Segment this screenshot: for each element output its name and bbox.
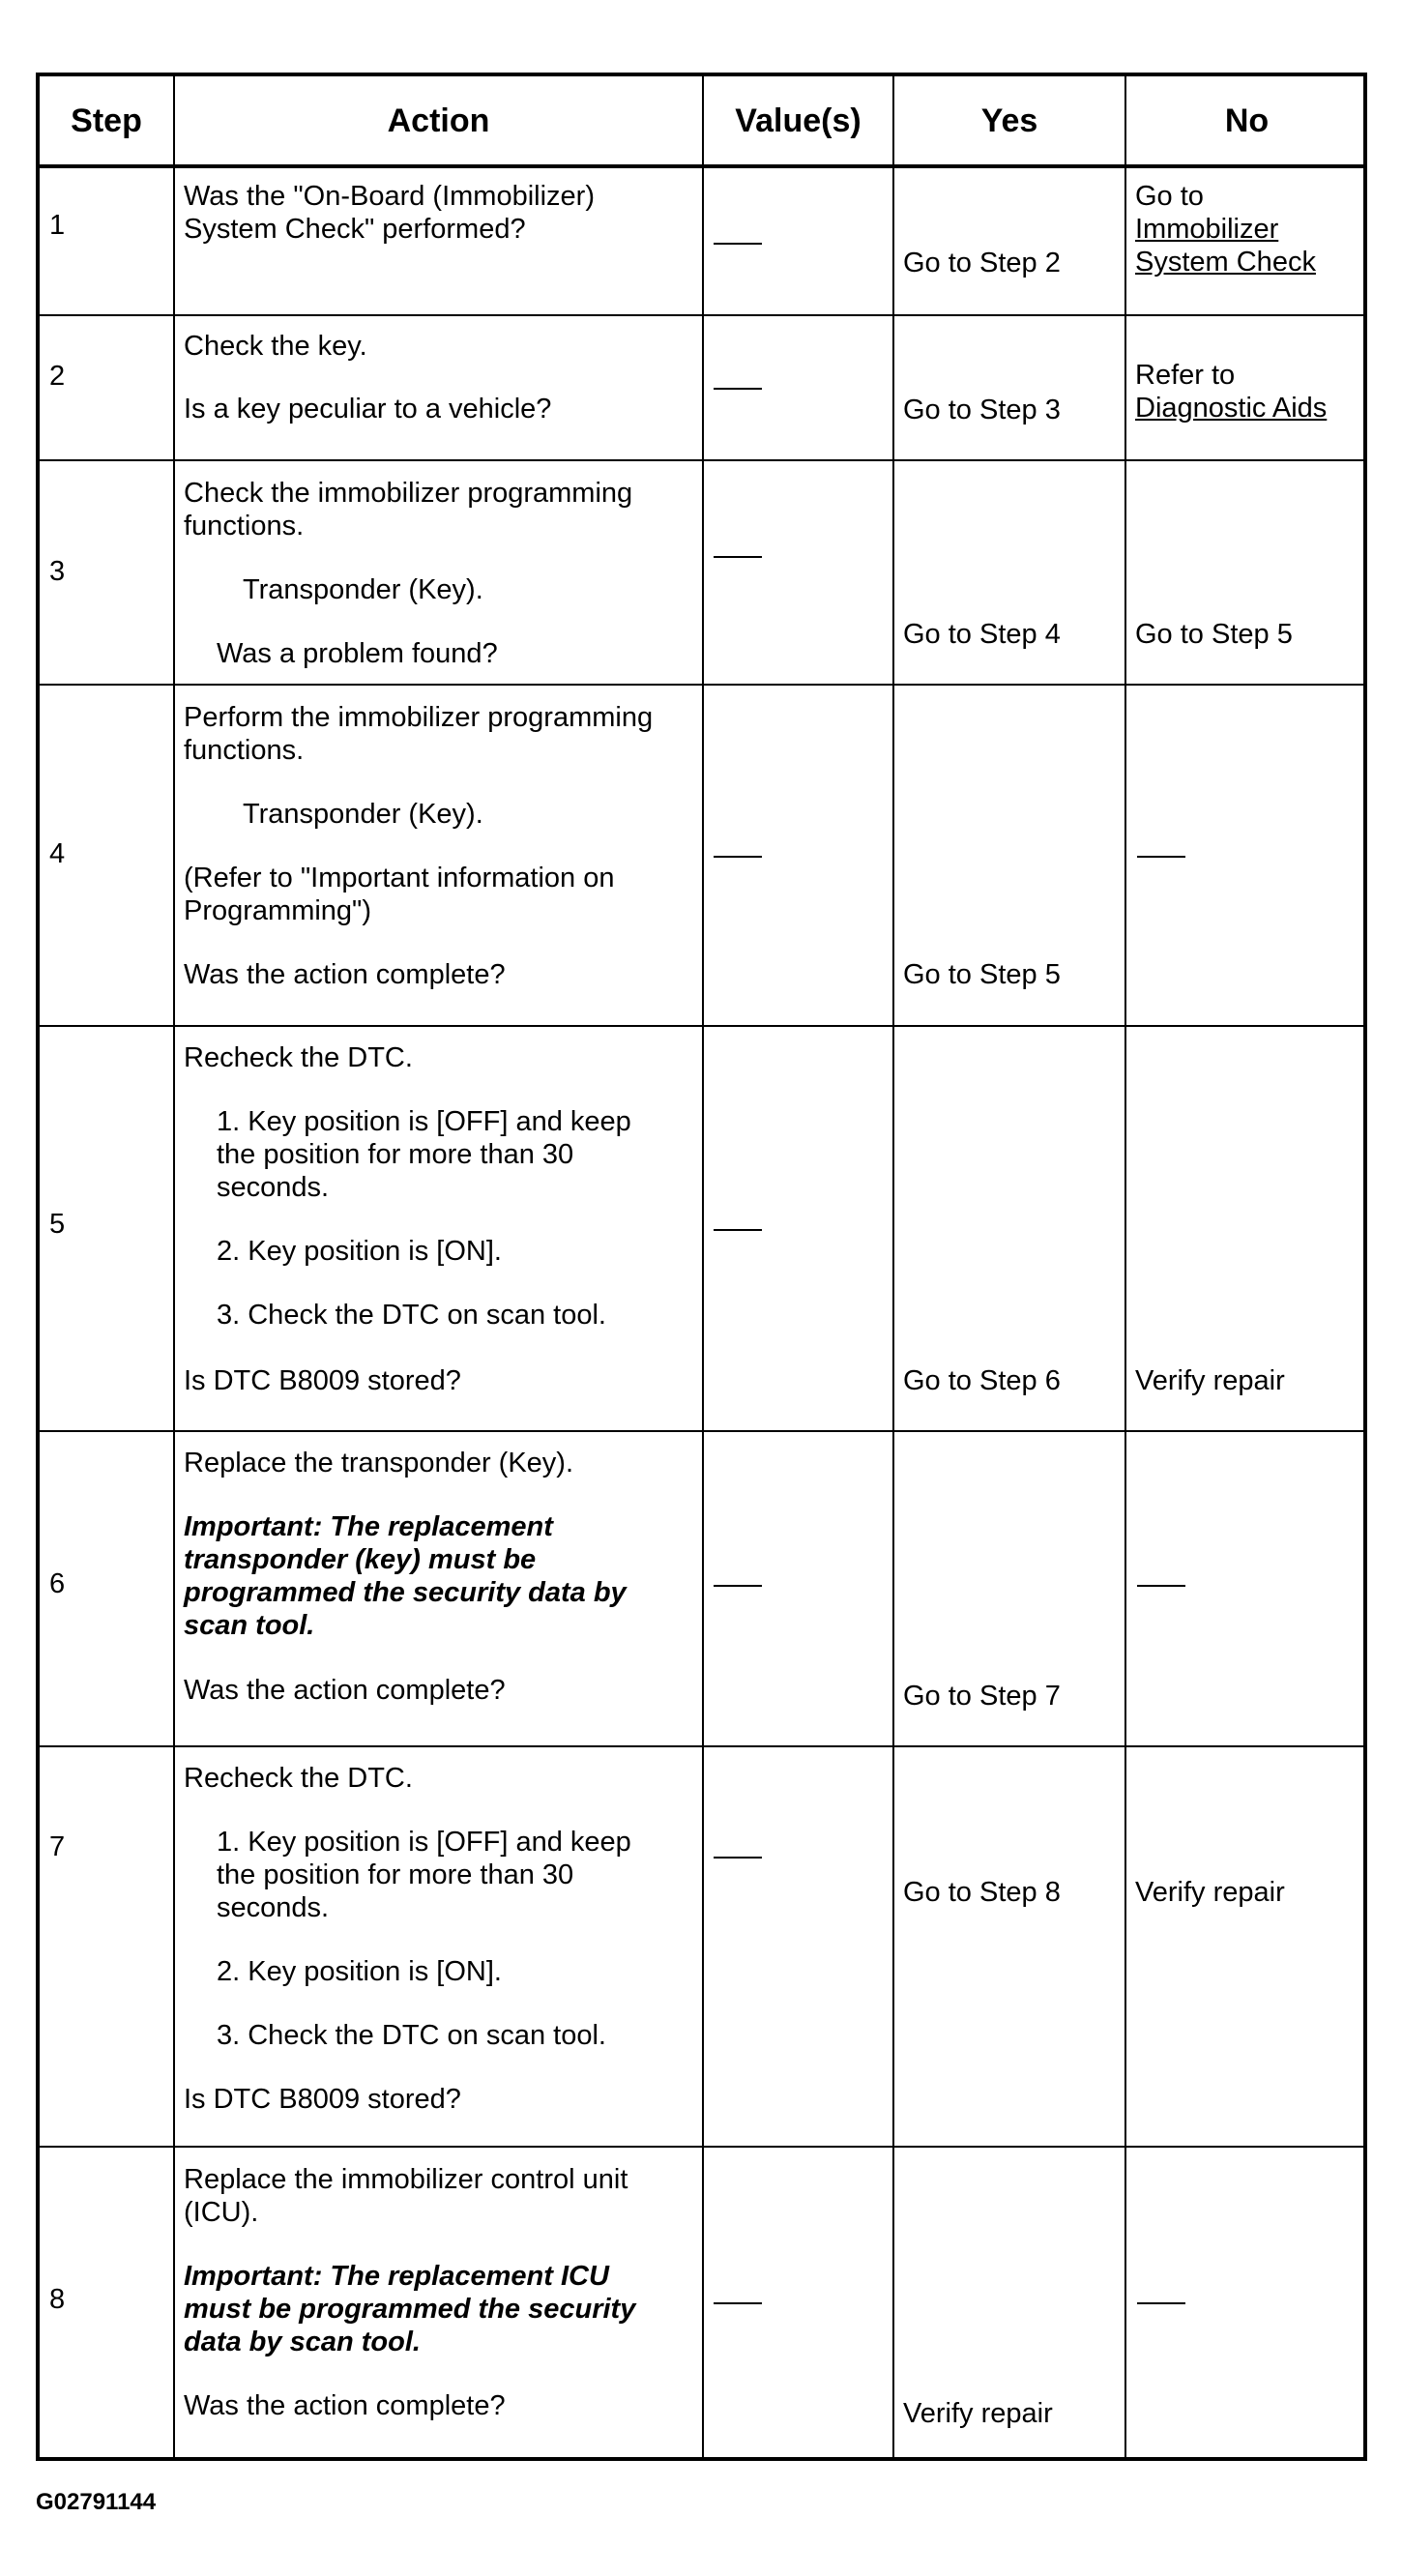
diagnostic-table [36,73,1367,2461]
action-text: Was the "On-Board (Immobilizer) [184,181,595,212]
action-text: Transponder (Key). [243,574,483,605]
row-divider [40,684,1363,686]
header-action: Action [387,102,490,139]
col-divider [702,76,704,2457]
action-text: Programming") [184,895,372,926]
row-divider [40,1025,1363,1027]
yes-link[interactable]: Go to Step 7 [903,1681,1061,1712]
yes-link[interactable]: Go to Step 6 [903,1365,1061,1396]
row-divider [40,1745,1363,1747]
empty-value-dash [1137,1585,1185,1587]
step-number: 2 [49,361,66,392]
step-number: 3 [49,556,66,587]
step-number: 5 [49,1209,66,1240]
no-text: Refer to [1135,360,1236,391]
important-note: must be programmed the security [184,2294,636,2325]
action-text: 1. Key position is [OFF] and keep [217,1106,631,1137]
empty-value-dash [1137,856,1185,858]
figure-id: G02791144 [36,2489,157,2515]
step-number: 7 [49,1831,66,1862]
empty-value-dash [714,1229,762,1231]
step-number: 6 [49,1568,66,1599]
header-divider [40,164,1363,168]
step-number: 4 [49,838,66,869]
empty-value-dash [714,243,762,245]
action-text: 2. Key position is [ON]. [217,1236,502,1267]
header-step: Step [71,102,142,139]
no-link[interactable]: Verify repair [1135,1877,1285,1908]
action-text: Transponder (Key). [243,799,483,830]
action-text: Was the action complete? [184,2390,506,2421]
action-text: Was the action complete? [184,959,506,990]
action-text: Was a problem found? [217,638,498,669]
yes-link[interactable]: Verify repair [903,2398,1053,2429]
empty-value-dash [1137,2302,1185,2304]
action-text: 1. Key position is [OFF] and keep [217,1827,631,1858]
action-text: Check the immobilizer programming [184,478,633,509]
empty-value-dash [714,1857,762,1859]
action-text: Is DTC B8009 stored? [184,2084,461,2115]
yes-link[interactable]: Go to Step 2 [903,248,1061,278]
action-text: Is a key peculiar to a vehicle? [184,394,552,424]
action-text: 3. Check the DTC on scan tool. [217,1300,606,1331]
action-text: (ICU). [184,2197,259,2228]
yes-link[interactable]: Go to Step 3 [903,395,1061,425]
action-text: Replace the immobilizer control unit [184,2164,628,2195]
important-note: scan tool. [184,1610,315,1641]
no-link[interactable]: Go to Step 5 [1135,619,1293,650]
empty-value-dash [714,1585,762,1587]
yes-link[interactable]: Go to Step 4 [903,619,1061,650]
row-divider [40,314,1363,316]
action-text: 2. Key position is [ON]. [217,1956,502,1987]
important-note: transponder (key) must be [184,1544,537,1575]
no-text: Go to [1135,181,1204,212]
action-text: System Check" performed? [184,214,526,245]
header-yes: Yes [980,102,1038,139]
no-link[interactable]: Verify repair [1135,1365,1285,1396]
yes-link[interactable]: Go to Step 5 [903,959,1061,990]
important-note: Important: The replacement ICU [184,2261,609,2292]
header-values: Value(s) [735,102,862,139]
action-text: the position for more than 30 [217,1139,574,1170]
row-divider [40,1430,1363,1432]
action-text: (Refer to "Important information on [184,863,615,893]
no-link[interactable]: System Check [1135,247,1316,278]
action-text: Recheck the DTC. [184,1042,413,1073]
no-link[interactable]: Immobilizer [1135,214,1279,245]
action-text: Is DTC B8009 stored? [184,1365,461,1396]
empty-value-dash [714,556,762,558]
step-number: 1 [49,210,66,241]
yes-link[interactable]: Go to Step 8 [903,1877,1061,1908]
important-note: data by scan tool. [184,2327,421,2357]
action-text: functions. [184,511,305,542]
action-text: seconds. [217,1892,330,1923]
no-link[interactable]: Diagnostic Aids [1135,393,1328,424]
col-divider [173,76,175,2457]
empty-value-dash [714,856,762,858]
important-note: programmed the security data by [184,1577,627,1608]
empty-value-dash [714,2302,762,2304]
action-text: 3. Check the DTC on scan tool. [217,2020,606,2051]
action-text: Recheck the DTC. [184,1763,413,1794]
important-note: Important: The replacement [184,1511,553,1542]
action-text: seconds. [217,1172,330,1203]
action-text: the position for more than 30 [217,1859,574,1890]
row-divider [40,2146,1363,2148]
step-number: 8 [49,2284,66,2315]
action-text: Perform the immobilizer programming [184,702,654,733]
action-text: Replace the transponder (Key). [184,1448,573,1478]
action-text: Was the action complete? [184,1675,506,1706]
row-divider [40,459,1363,461]
action-text: functions. [184,735,305,766]
col-divider [892,76,894,2457]
action-text: Check the key. [184,331,367,362]
header-no: No [1224,102,1270,139]
col-divider [1125,76,1126,2457]
empty-value-dash [714,388,762,390]
